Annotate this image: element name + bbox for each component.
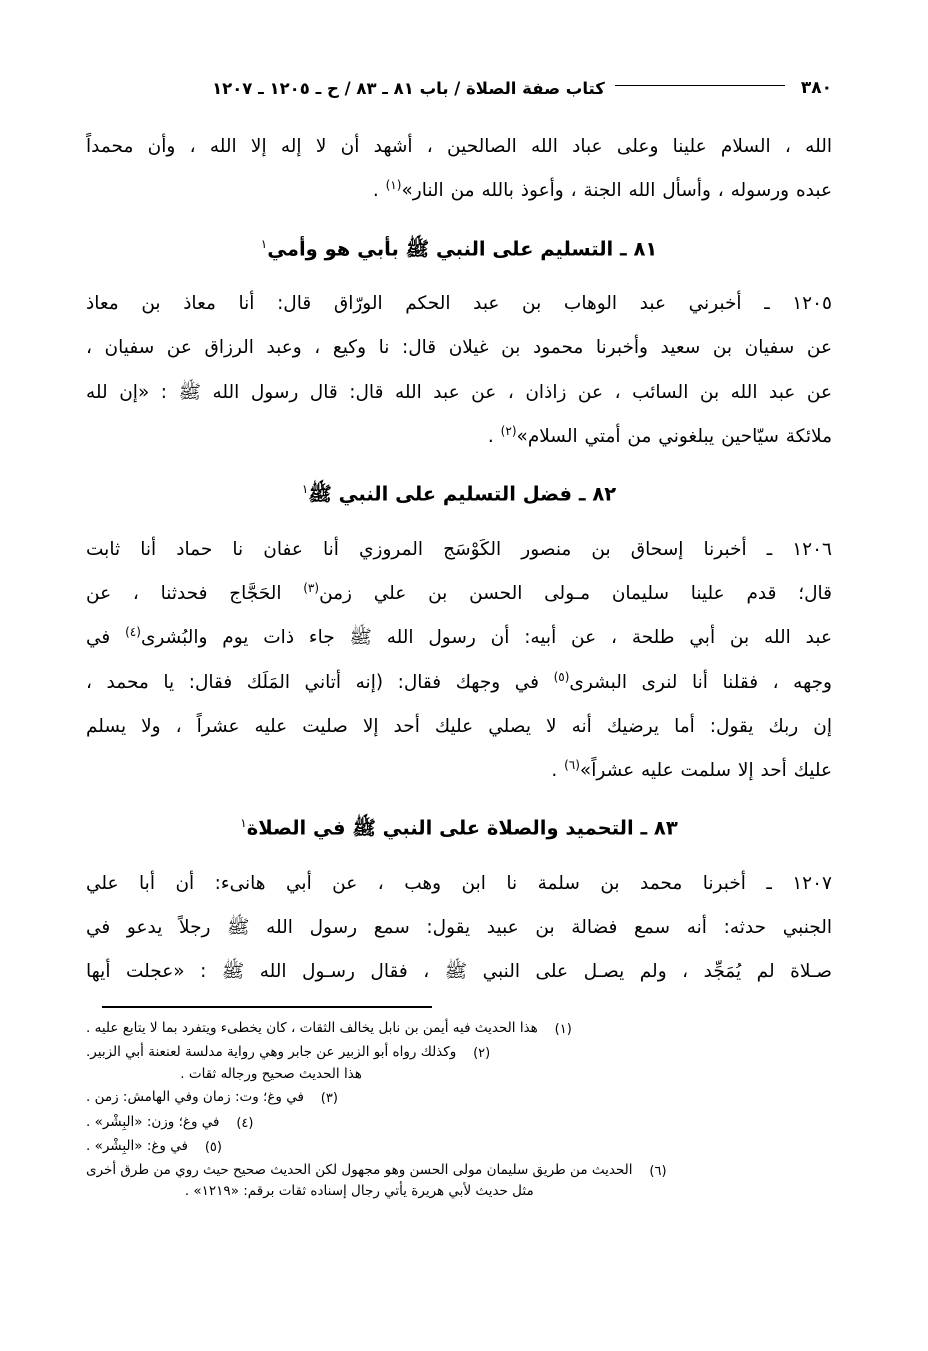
footnote-item — [86, 1136, 832, 1158]
chapter-heading-83-text: ٨٣ ـ التحميد والصلاة على النبي ﷺ في الصلاة — [246, 816, 678, 840]
hadith-1207-line-1: ١٢٠٧ ـ أخبرنا محمد بن سلمة نا ابن وهب ، عن أبي هانىء: أن أبا علي — [86, 872, 832, 894]
footnote-number: (٣) — [320, 1091, 338, 1107]
chapter-heading-81 — [86, 237, 832, 266]
footnote-number: (٢) — [473, 1045, 491, 1061]
footnote-ref-4: (٤) — [125, 625, 141, 640]
chapter-heading-83-sup: ١ — [240, 816, 247, 831]
footnote-text: في وغ؛ وزن: «البِشْر» . — [86, 1113, 220, 1130]
hadith-1206-line-6 — [86, 752, 832, 790]
hadith-1205-line-1: ١٢٠٥ ـ أخبرني عبد الوهاب بن عبد الحكم الورّاق قال: أنا معاذ بن معاذ — [86, 293, 832, 315]
hadith-1206-line-4 — [86, 664, 832, 702]
intro-line-1: الله ، السلام علينا وعلى عباد الله الصالحين ، أشهد أن لا إله إلا الله ، وأن محمداً — [86, 136, 832, 157]
hadith-1206-line-4a: وجهه ، فقلنا أنا لنرى البشرى — [569, 671, 832, 693]
footnote-text-line-2: مثل حديث لأبي هريرة يأتي رجال إسناده ثقات برقم: «١٢١٩» . — [184, 1183, 534, 1200]
footnote-text — [86, 1042, 456, 1086]
chapter-heading-82-text: ٨٢ ـ فضل التسليم على النبي ﷺ — [308, 482, 617, 506]
hadith-1205-line-4 — [86, 418, 832, 456]
intro-line-2 — [86, 172, 832, 210]
footnote-text: هذا الحديث فيه أيمن بن نابل يخالف الثقات ، كان يخطىء ويتفرد بما لا يتابع عليه . — [86, 1019, 538, 1036]
header-divider-rule — [615, 85, 785, 86]
footnote-number: (٤) — [236, 1115, 254, 1131]
hadith-1206-line-3b: في — [86, 627, 126, 649]
hadith-1206-line-1: ١٢٠٦ ـ أخبرنا إسحاق بن منصور الكَوْسَج المروزي أنا عفان نا حماد أنا ثابت — [86, 538, 832, 560]
chapter-heading-82 — [86, 482, 832, 511]
footnote-number: (١) — [554, 1021, 572, 1037]
chapter-heading-81-sup: ١ — [260, 236, 268, 251]
footnote-item — [86, 1018, 832, 1040]
footnote-item — [86, 1112, 832, 1134]
hadith-1206-line-2 — [86, 575, 832, 613]
hadith-1207-line-3: صـلاة لم يُمَجِّد ، ولم يصـل على النبي ﷺ ، فقال رسـول الله ﷺ : «عجلت أيها — [86, 961, 832, 983]
chapter-heading-81-text: ٨١ ـ التسليم على النبي ﷺ بأبي هو وأمي — [267, 237, 658, 261]
footnote-text-line-2: هذا الحديث صحيح ورجاله ثقات . — [180, 1065, 362, 1082]
hadith-1206-line-4b: في وجهك فقال: (إنه أتاني المَلَك فقال: يا محمد ، — [86, 671, 554, 693]
intro-line-2-end: . — [372, 180, 386, 202]
footnote-item — [86, 1042, 832, 1086]
footnote-text: في وغ: «البِشْر» . — [86, 1137, 188, 1154]
chapter-heading-83 — [86, 816, 832, 845]
footnote-separator — [102, 1006, 432, 1008]
footnote-ref-3: (٣) — [303, 580, 320, 595]
footnote-ref-2: (٢) — [500, 423, 517, 438]
hadith-1205-line-3: عن عبد الله بن السائب ، عن زاذان ، عن عبد الله قال: قال رسول الله ﷺ : «إن لله — [86, 381, 832, 403]
footnote-text-line-1: الحديث من طريق سليمان مولى الحسن وهو مجهول لكن الحديث صحيح حيث روي من طرق أخرى — [86, 1161, 633, 1178]
hadith-1205-line-2: عن سفيان بن سعيد وأخبرنا محمود بن غيلان قال: نا وكيع ، وعبد الرزاق عن سفيان ، — [86, 337, 832, 359]
footnote-ref-5: (٥) — [553, 669, 570, 684]
footnote-item — [86, 1160, 832, 1204]
hadith-1206-line-2a: قال؛ قدم علينا سليمان مـولى الحسن بن علي زمن — [319, 582, 833, 604]
hadith-1205-line-4-end: . — [487, 425, 501, 447]
page-number: ٣٨٠ — [800, 78, 832, 98]
page-header — [86, 78, 832, 98]
hadith-1206-line-2b: الحَجَّاج فحدثنا ، عن — [86, 582, 304, 604]
footnote-ref-6: (٦) — [564, 757, 580, 772]
footnote-item — [86, 1087, 832, 1109]
footnote-number: (٦) — [649, 1163, 667, 1179]
hadith-1206-line-6-text: عليك أحد إلا سلمت عليه عشراً» — [579, 760, 832, 782]
hadith-1206-line-5: إن ربك يقول: أما يرضيك أنه لا يصلي عليك أحد إلا صليت عليه عشراً ، ولا يسلم — [86, 715, 832, 737]
chapter-heading-82-sup: ١ — [301, 482, 309, 497]
hadith-1206-line-3 — [86, 619, 832, 657]
header-title: كتاب صفة الصلاة / باب ٨١ ـ ٨٣ / ح ـ ١٢٠٥ ـ ١٢٠٧ — [212, 78, 605, 98]
intro-line-2-text: عبده ورسوله ، وأسأل الله الجنة ، وأعوذ بالله من النار» — [401, 180, 832, 202]
footnote-ref-1: (١) — [385, 178, 402, 193]
footnote-text-line-1: وكذلك رواه أبو الزبير عن جابر وهي رواية مدلسة لعنعنة أبي الزبير. — [86, 1043, 457, 1060]
footnote-text: في وغ؛ وت: زمان وفي الهامش: زمن . — [86, 1089, 304, 1106]
footnote-text — [86, 1160, 633, 1204]
footnote-number: (٥) — [204, 1139, 222, 1155]
hadith-1207-line-2: الجنبي حدثه: أنه سمع فضالة بن عبيد يقول: سمع رسول الله ﷺ رجلاً يدعو في — [86, 917, 832, 939]
hadith-1205-line-4-text: ملائكة سيّاحين يبلغوني من أمتي السلام» — [516, 425, 832, 447]
footnotes-section — [86, 1018, 832, 1204]
hadith-1206-line-3a: عبد الله بن أبي طلحة ، عن أبيه: أن رسول الله ﷺ جاء ذات يوم والبُشرى — [140, 627, 832, 649]
hadith-1206-line-6-end: . — [551, 760, 565, 782]
